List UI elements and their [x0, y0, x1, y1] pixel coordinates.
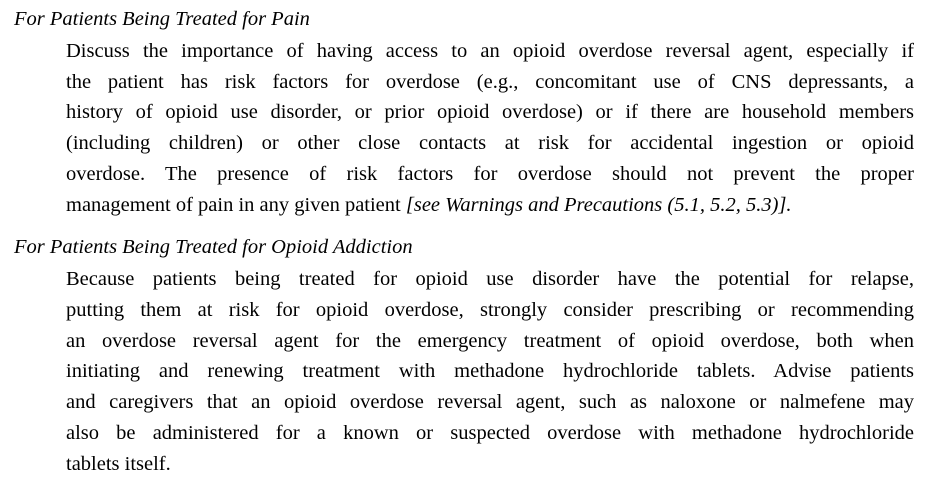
section-heading: For Patients Being Treated for Pain	[14, 8, 310, 30]
paragraph-line: history of opioid use disorder, or prior opioid overdose) or if there are household members	[66, 101, 914, 123]
paragraph-line	[66, 194, 914, 217]
paragraph-line: an overdose reversal agent for the emergency treatment of opioid overdose, both when	[66, 330, 914, 352]
paragraph-line: the patient has risk factors for overdose (e.g., concomitant use of CNS depressants, a	[66, 71, 914, 93]
paragraph-line: tablets itself.	[66, 453, 171, 475]
cross-reference: [see Warnings and Precautions (5.1, 5.2, 5.3)].	[405, 194, 792, 216]
paragraph-line: initiating and renewing treatment with methadone hydrochloride tablets. Advise patients	[66, 360, 914, 382]
paragraph-line: putting them at risk for opioid overdose, strongly consider prescribing or recommending	[66, 299, 914, 321]
section-heading: For Patients Being Treated for Opioid Addiction	[14, 236, 413, 258]
paragraph-line: overdose. The presence of risk factors for overdose should not prevent the proper	[66, 163, 914, 185]
paragraph-line: Because patients being treated for opioid use disorder have the potential for relapse,	[66, 268, 914, 290]
paragraph-line: Discuss the importance of having access to an opioid overdose reversal agent, especially if	[66, 40, 914, 62]
paragraph-line: also be administered for a known or suspected overdose with methadone hydrochloride	[66, 422, 914, 444]
paragraph-line: (including children) or other close contacts at risk for accidental ingestion or opioid	[66, 132, 914, 154]
paragraph-line: and caregivers that an opioid overdose reversal agent, such as naloxone or nalmefene may	[66, 391, 914, 413]
paragraph-text: management of pain in any given patient	[66, 194, 406, 216]
